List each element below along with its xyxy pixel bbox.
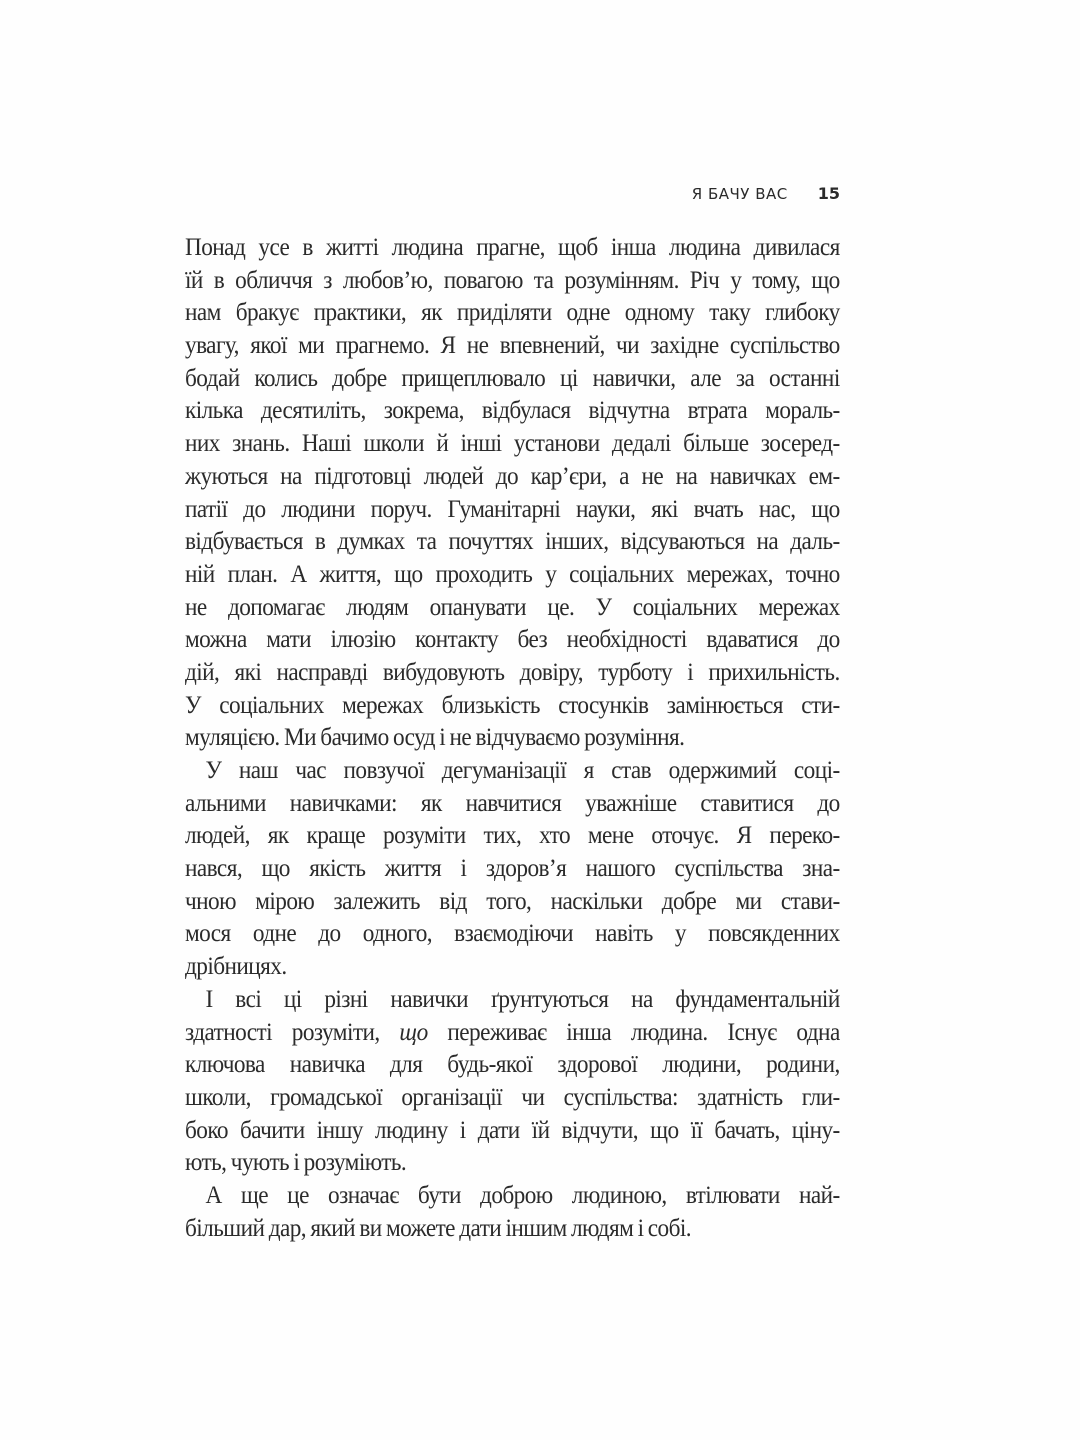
text-line: жуються на підготовці людей до кар’єри, а не на навичках ем- [185,462,840,490]
text-line: бодай колись добре прищеплювало ці навички, але за останні [185,364,840,392]
text-line-with-emphasis [185,1017,840,1050]
text-line: І всі ці різні навички ґрунтуються на фундаментальній [205,985,840,1013]
text-line: альними навичками: як навчитися уважніше ставитися до [185,789,840,817]
text-line: У наш час повзучої дегуманізації я став одержимий соці- [205,757,840,784]
text-line: дій, які насправді вибудовують довіру, турботу і прихильність. [185,658,840,686]
paragraph-1 [185,232,840,755]
text-line: можна мати ілюзію контакту без необхідності вдаватися до [185,626,840,654]
text-segment: переживає інша людина. Існує одна [427,1018,840,1046]
text-line: патії до людини поруч. Гуманітарні науки, які вчать нас, що [185,495,840,523]
text-line: увагу, якої ми прагнемо. Я не впевнений, чи західне суспільство [185,332,840,360]
text-line: нався, що якість життя і здоров’я нашого суспільства зна- [185,855,840,883]
text-line: відбувається в думках та почуттях інших, відсуваються на даль- [185,528,840,556]
paragraph-4 [185,1180,840,1245]
text-line: боко бачити іншу людину і дати їй відчути, що її бачать, ціну- [185,1116,840,1144]
body-text [185,232,840,1245]
text-line: людей, як краще розуміти тих, хто мене оточує. Я переко- [185,822,840,850]
page-number: 15 [817,184,840,203]
text-segment: здатності розуміти, [185,1018,400,1046]
paragraph-3 [185,984,840,1180]
text-line: Понад усе в житті людина прагне, щоб інша людина дивилася [185,234,840,261]
running-title: Я БАЧУ ВАС [691,185,788,203]
text-line: кілька десятиліть, зокрема, відбулася відчутна втрата мораль- [185,397,840,425]
text-line: них знань. Наші школи й інші установи дедалі більше зосеред- [185,430,840,458]
emphasized-word: що [399,1018,428,1046]
text-line: більший дар, який ви можете дати іншим людям і собі. [185,1214,692,1242]
text-line: ній план. А життя, що проходить у соціальних мережах, точно [185,560,840,588]
text-line: ключова навичка для будь-якої здорової людини, родини, [185,1051,840,1079]
text-line: У соціальних мережах близькість стосунків замінюється сти- [185,691,840,719]
text-line: їй в обличчя з любов’ю, повагою та розумінням. Річ у тому, що [185,266,840,294]
text-line: не допомагає людям опанувати це. У соціальних мережах [185,593,840,621]
text-line: муляцією. Ми бачимо осуд і не відчуваємо розуміння. [185,724,685,752]
text-line: школи, громадської організації чи суспільства: здатність гли- [185,1083,840,1111]
text-line: нам бракує практики, як приділяти одне одному таку глибоку [185,299,840,327]
text-line: А ще це означає бути доброю людиною, втілювати най- [205,1181,840,1209]
text-line: мося одне до одного, взаємодіючи навіть у повсякденних [185,920,840,948]
text-line: ють, чують і розуміють. [185,1149,407,1177]
running-head [692,184,840,203]
text-line: дрібницях. [185,953,287,981]
text-line: чною мірою залежить від того, наскільки добре ми стави- [185,887,840,915]
paragraph-2 [185,755,840,984]
